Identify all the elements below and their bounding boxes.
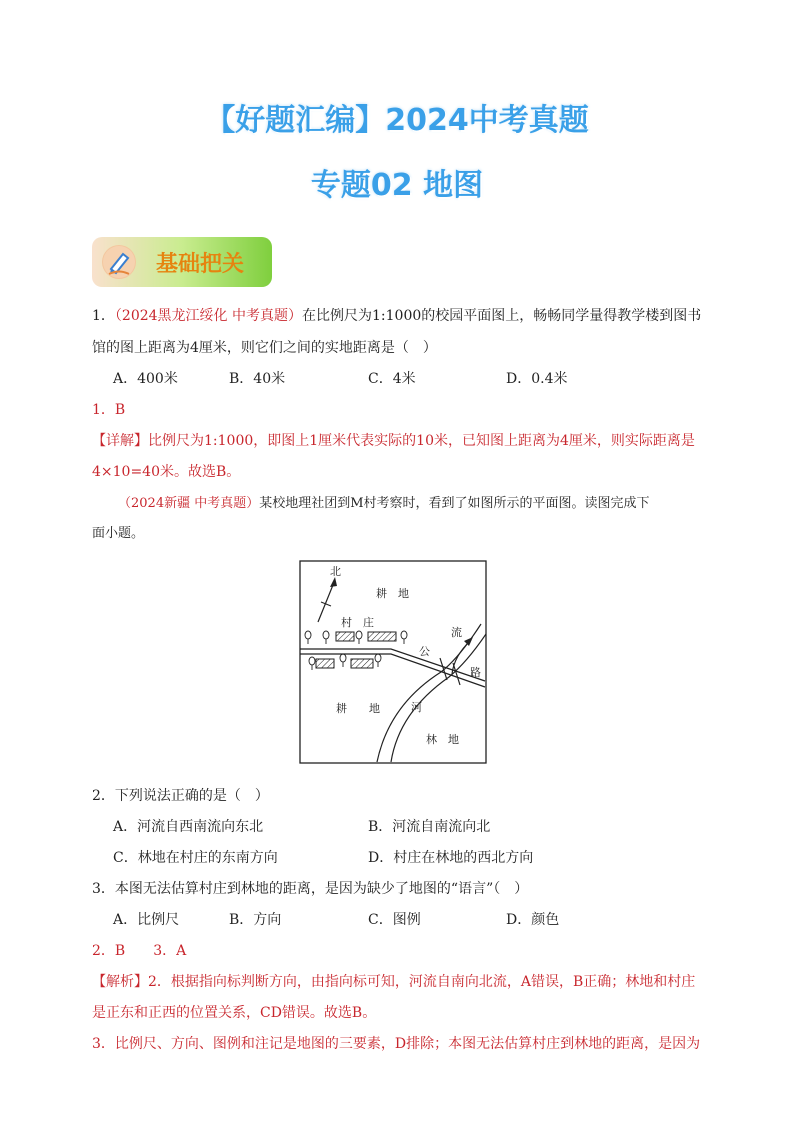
building-icon: [351, 659, 373, 668]
map-label-river: 河: [411, 701, 422, 714]
village-map: [299, 560, 487, 764]
q1-option-b: B．40米: [229, 371, 286, 387]
map-label-road2: 路: [470, 666, 481, 679]
pencil-icon: [102, 245, 136, 279]
q3-option-d: D．颜色: [506, 912, 560, 928]
q1-source: （2024黑龙江绥化 中考真题）: [114, 308, 303, 324]
q2-option-c: C．林地在村庄的东南方向: [113, 850, 278, 866]
q1-stem-line1: [92, 306, 701, 326]
map-label-farmland-top: 耕 地: [376, 587, 409, 600]
page-title: 【好题汇编】2024中考真题: [205, 103, 589, 138]
explain-tag: 【解析】: [92, 974, 148, 990]
q2-option-a: A．河流自西南流向东北: [113, 819, 264, 835]
q1-explain-line1: [92, 431, 695, 451]
section-banner: [92, 237, 272, 287]
answers-2-3: 2．B 3．A: [92, 943, 187, 959]
q1-explain-tag: 【详解】: [92, 433, 148, 449]
explain2-part1: 2．根据指向标判断方向，由指向标可知，河流自南向北流，A错误，B正确；林地和村庄: [148, 974, 696, 990]
map-label-road1: 公: [419, 645, 430, 658]
q1-explain-line2: 4×10=40米。故选B。: [92, 464, 241, 480]
group-intro-line2: 面小题。: [92, 526, 145, 541]
q1-stem-part1: 在比例尺为1:1000的校园平面图上，畅畅同学量得教学楼到图书: [302, 308, 702, 324]
explain-line2: 是正东和正西的位置关系，CD错误。故选B。: [92, 1005, 377, 1021]
q1-option-c: C．4米: [368, 371, 416, 387]
q3-option-b: B．方向: [229, 912, 282, 928]
group-intro-part1: 某校地理社团到M村考察时，看到了如图所示的平面图。读图完成下: [259, 496, 650, 511]
group-intro-line1: [118, 494, 650, 514]
q1-answer: 1．B: [92, 402, 126, 418]
q3-stem: 3．本图无法估算村庄到林地的距离，是因为缺少了地图的“语言”（ ）: [92, 881, 529, 897]
map-label-farmland-bottom: 耕 地: [336, 702, 380, 715]
map-label-forest: 林 地: [426, 733, 459, 746]
explain-line3: 3．比例尺、方向、图例和注记是地图的三要素，D排除；本图无法估算村庄到林地的距离，是因为: [92, 1036, 701, 1052]
building-icon: [336, 632, 354, 641]
q2-option-b: B．河流自南流向北: [368, 819, 491, 835]
q1-number: 1．: [92, 308, 115, 324]
explain-line1: [92, 972, 695, 992]
section-label: 基础把关: [156, 252, 245, 277]
q1-explain-part1: 比例尺为1:1000，即图上1厘米代表实际的10米，已知图上距离为4厘米，则实际距离是: [148, 433, 695, 449]
q2-stem: 2．下列说法正确的是（ ）: [92, 788, 269, 804]
q1-stem-line2: 馆的图上距离为4厘米，则它们之间的实地距离是（ ）: [92, 340, 437, 356]
building-icon: [316, 659, 334, 668]
q2-option-d: D．村庄在林地的西北方向: [368, 850, 534, 866]
group-source: （2024新疆 中考真题）: [118, 496, 260, 511]
map-label-north: 北: [330, 565, 341, 578]
q3-option-a: A．比例尺: [113, 912, 180, 928]
q1-option-a: A．400米: [113, 371, 178, 387]
page-subtitle: 专题02 地图: [310, 168, 484, 203]
q3-option-c: C．图例: [368, 912, 421, 928]
map-label-flow: 流: [451, 626, 462, 639]
q1-option-d: D．0.4米: [506, 371, 568, 387]
building-icon: [368, 632, 396, 641]
map-label-village: 村 庄: [341, 616, 374, 629]
